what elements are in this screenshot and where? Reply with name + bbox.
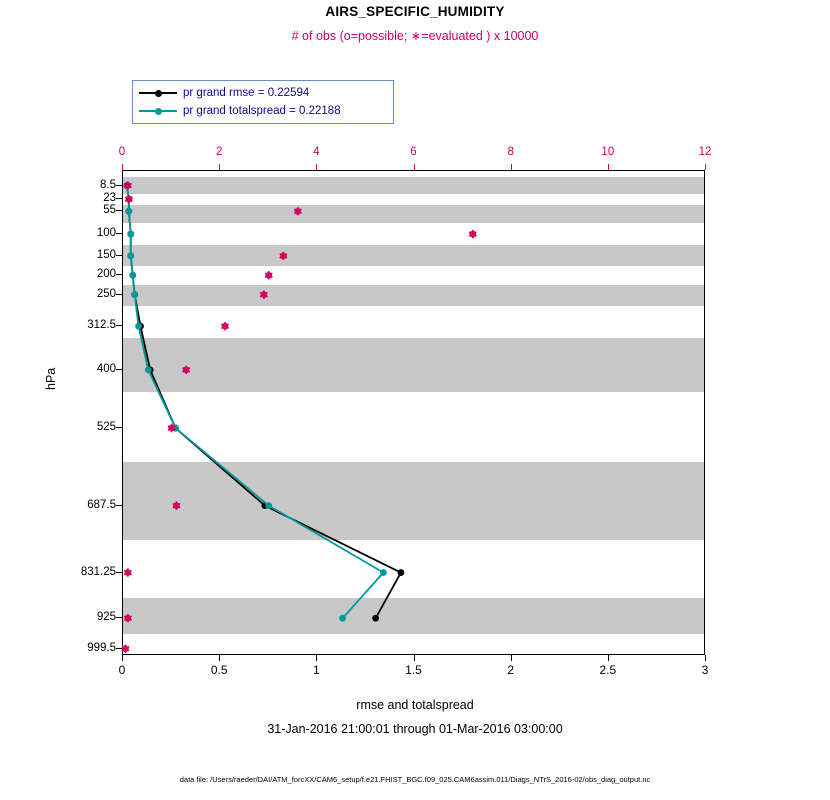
y-axis (0, 170, 122, 655)
totalspread-marker (265, 502, 272, 509)
x-axis-tick-label: 1.5 (405, 663, 422, 677)
bottom-x-axis (118, 655, 709, 679)
x-axis-tick-label: 2 (507, 663, 514, 677)
y-axis-tick-label: 687.5 (87, 498, 116, 511)
y-axis-tick (116, 369, 122, 370)
legend-item-rmse (139, 85, 309, 101)
totalspread-marker (127, 231, 134, 238)
y-axis-tick-label: 831.25 (80, 565, 116, 578)
obs-evaluated-marker (294, 207, 301, 215)
x-axis-tick-label: 3 (701, 663, 709, 677)
y-axis-tick (116, 325, 122, 326)
obs-evaluated-marker (124, 568, 131, 576)
y-axis-tick-label: 23 (103, 192, 116, 205)
obs-evaluated-marker (125, 195, 132, 203)
y-axis-tick (116, 198, 122, 199)
top-axis-tick-label: 10 (601, 146, 615, 158)
x-axis-tick (316, 655, 317, 661)
obs-evaluated-marker (260, 290, 267, 298)
x-axis-label: rmse and totalspread (356, 698, 474, 712)
x-axis-tick-label: 0 (118, 663, 126, 677)
y-axis-tick (116, 427, 122, 428)
obs-evaluated-marker (122, 645, 129, 653)
legend-item-totalspread (139, 103, 341, 119)
y-axis-tick-label: 525 (96, 421, 116, 434)
obs-evaluated-marker (183, 366, 190, 374)
y-axis-tick-label: 100 (96, 227, 116, 240)
y-axis-tick (116, 648, 122, 649)
y-axis-tick (116, 210, 122, 211)
x-axis-tick (511, 655, 512, 661)
y-axis-tick (116, 572, 122, 573)
y-axis-tick-label: 250 (96, 287, 116, 300)
data-file-caption: data file: /Users/raeder/DAI/ATM_forcXX/CAM6_setup/f.e21.FHIST_BGC.f09_025.CAM6assim.011/Diags_NTrS_2016-02/obs_diag_output.nc (179, 775, 651, 784)
y-axis-tick-label: 8.5 (100, 178, 116, 191)
legend-label-rmse: pr grand rmse = 0.22594 (183, 87, 310, 99)
totalspread-line (127, 186, 384, 619)
legend-swatch-rmse (139, 87, 177, 99)
rmse-line (127, 186, 401, 619)
totalspread-marker (380, 569, 387, 576)
obs-evaluated-marker (173, 501, 180, 509)
y-axis-tick (116, 505, 122, 506)
y-axis-tick (116, 255, 122, 256)
x-axis-tick (219, 655, 220, 661)
obs-evaluated-marker (221, 322, 228, 330)
x-axis-tick-label: 2.5 (599, 663, 617, 677)
x-axis-tick (705, 655, 706, 661)
x-axis-tick (122, 655, 123, 661)
y-axis-tick (116, 185, 122, 186)
totalspread-marker (127, 252, 134, 259)
rmse-marker (398, 569, 405, 576)
totalspread-marker (145, 366, 152, 373)
obs-evaluated-marker (124, 614, 131, 622)
top-axis-tick-label: 8 (507, 146, 514, 158)
obs-evaluated-marker (265, 271, 272, 279)
top-axis-tick-label: 4 (313, 146, 320, 158)
top-axis-tick-label: 0 (118, 146, 126, 158)
top-axis-tick (705, 164, 706, 170)
y-axis-label: hPa (44, 367, 58, 390)
y-axis-tick-label: 150 (96, 248, 116, 261)
totalspread-marker (125, 208, 132, 215)
top-axis-tick-label: 6 (410, 146, 417, 158)
date-range-caption: 31-Jan-2016 21:00:01 through 01-Mar-2016 03:00:00 (267, 722, 563, 736)
totalspread-marker (339, 615, 346, 622)
x-axis-tick-label: 1 (312, 663, 320, 677)
top-axis-tick-label: 2 (215, 146, 223, 158)
plot-area (122, 170, 705, 655)
x-axis-tick (414, 655, 415, 661)
y-axis-tick (116, 617, 122, 618)
y-axis-tick (116, 274, 122, 275)
obs-evaluated-marker (280, 252, 287, 260)
rmse-marker (372, 615, 379, 622)
top-axis-tick-label: 12 (698, 146, 712, 158)
x-axis-tick (608, 655, 609, 661)
x-axis-tick-label: 0.5 (210, 663, 228, 677)
page-title: AIRS_SPECIFIC_HUMIDITY (325, 4, 505, 19)
totalspread-marker (131, 291, 138, 298)
y-axis-tick (116, 294, 122, 295)
totalspread-marker (135, 323, 142, 330)
y-axis-tick-label: 200 (96, 268, 116, 281)
legend (132, 80, 394, 124)
legend-label-totalspread: pr grand totalspread = 0.22188 (183, 105, 341, 117)
totalspread-marker (129, 272, 136, 279)
y-axis-tick (116, 233, 122, 234)
top-x-axis (118, 146, 712, 170)
y-axis-tick-label: 925 (96, 611, 116, 624)
legend-swatch-totalspread (139, 105, 177, 117)
y-axis-tick-label: 312.5 (87, 319, 116, 332)
obs-evaluated-marker (469, 230, 476, 238)
top-axis-title: # of obs (o=possible; ∗=evaluated ) x 10000 (291, 29, 539, 43)
plot-overlay (123, 171, 706, 656)
y-axis-tick-label: 999.5 (87, 641, 116, 654)
y-axis-tick-label: 55 (103, 204, 116, 217)
y-axis-tick-label: 400 (96, 362, 116, 375)
